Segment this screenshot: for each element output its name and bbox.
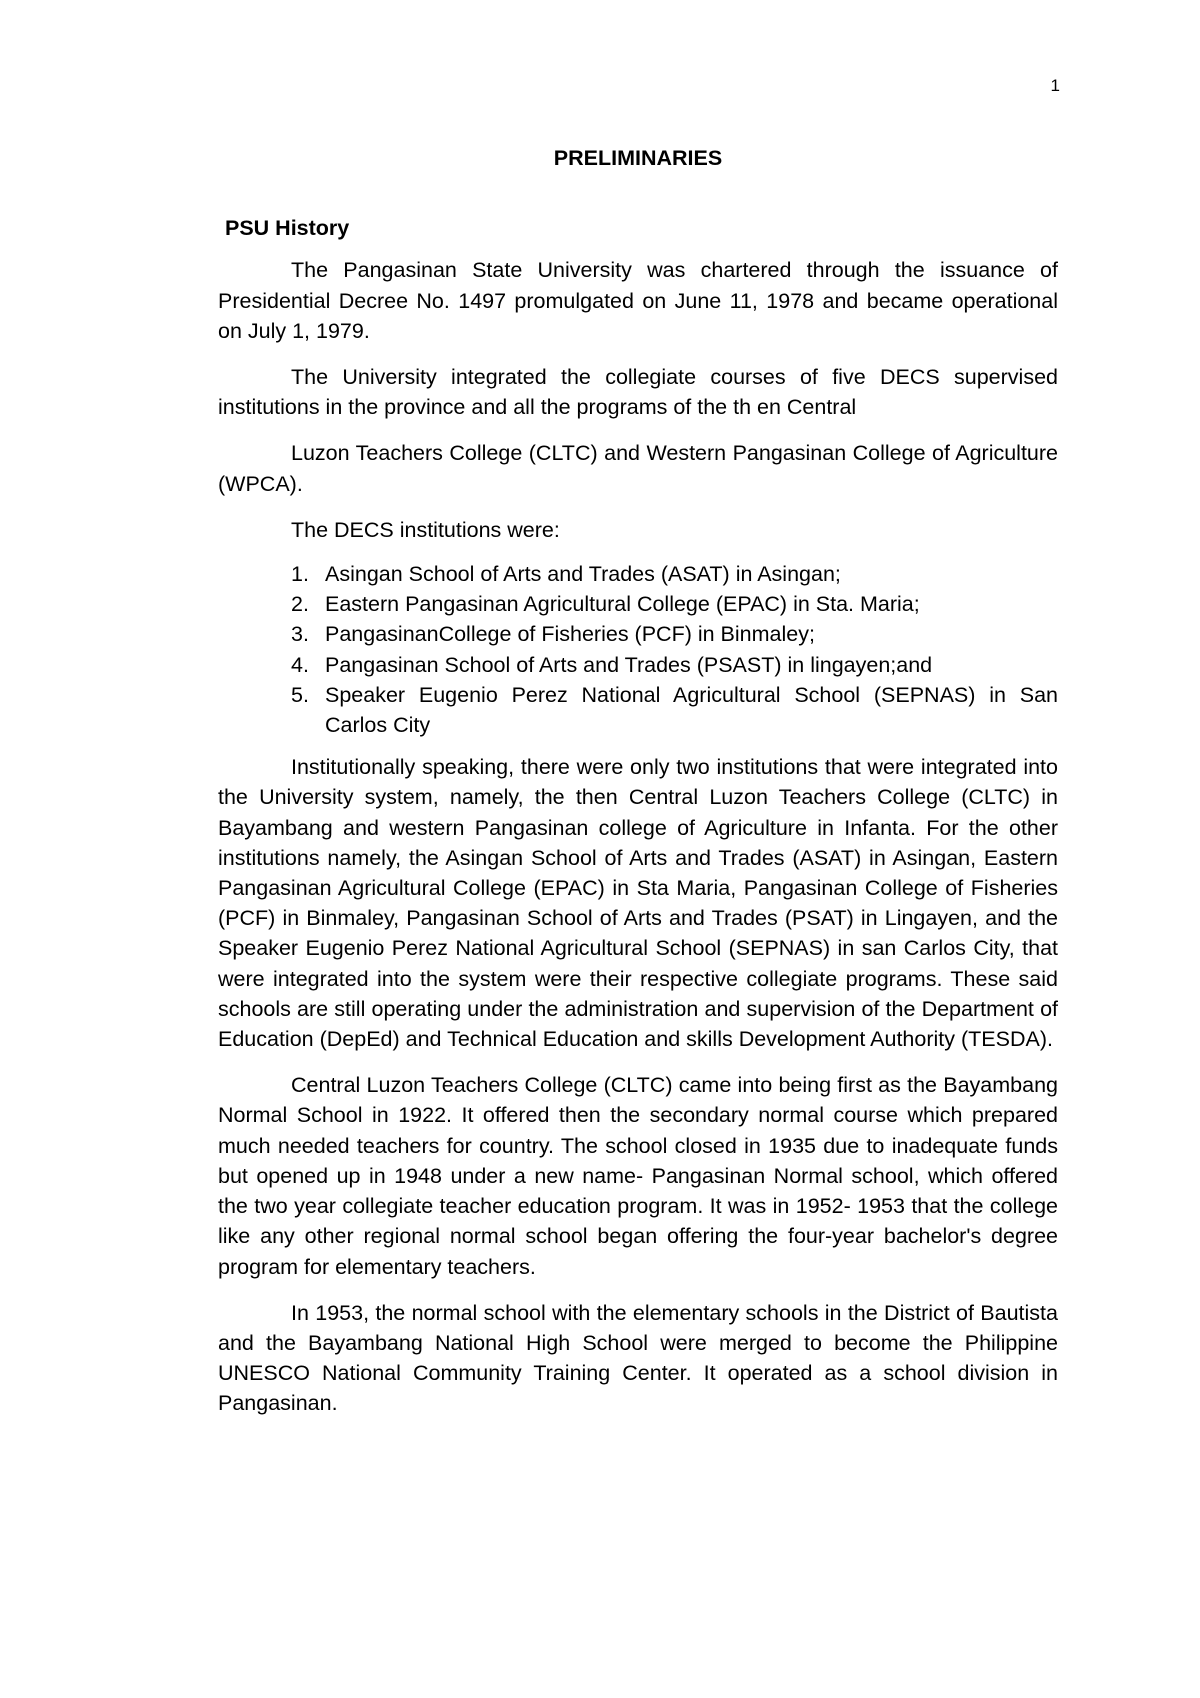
list-item-number: 2. bbox=[291, 592, 309, 617]
list-item bbox=[291, 589, 1058, 619]
list-item-number: 5. bbox=[291, 682, 309, 707]
decs-institutions-list bbox=[291, 559, 1058, 740]
list-item-text: Asingan School of Arts and Trades (ASAT) in Asingan; bbox=[325, 562, 841, 587]
list-item bbox=[291, 680, 1058, 740]
paragraph-charter: The Pangasinan State University was chartered through the issuance of Presidential Decree No. 1497 promulgated on June 11, 1978 and became operational on July 1, 1979. bbox=[218, 258, 1058, 343]
paragraph-unesco: In 1953, the normal school with the elementary schools in the District of Bautista and the Bayambang National High School were merged to become the Philippine UNESCO National Community Training Center. It operated as a school division in Pangasinan. bbox=[218, 1300, 1058, 1416]
list-item-text: Speaker Eugenio Perez National Agricultural School (SEPNAS) in San Carlos City bbox=[325, 682, 1058, 738]
list-item-number: 3. bbox=[291, 622, 309, 647]
section-heading: PSU History bbox=[225, 216, 350, 241]
paragraph-cltc-history: Central Luzon Teachers College (CLTC) came into being first as the Bayambang Normal School in 1922. It offered then the secondary normal course which prepared much needed teachers for country. The school closed in 1935 due to inadequate funds but opened up in 1948 under a new name- Pangasinan Normal school, which offered the two year collegiate teacher education program. It was in 1952- 1953 that the college like any other regional normal school began offering the four-year bachelor's degree program for elementary teachers. bbox=[218, 1073, 1058, 1279]
paragraph-cltc-wpca: Luzon Teachers College (CLTC) and Western Pangasinan College of Agriculture (WPCA). bbox=[218, 441, 1058, 496]
list-item-text: Pangasinan School of Arts and Trades (PSAST) in lingayen;and bbox=[325, 652, 933, 677]
list-item-number: 1. bbox=[291, 562, 309, 587]
paragraph-institutions: Institutionally speaking, there were only two institutions that were integrated into the University system, namely, the then Central Luzon Teachers College (CLTC) in Bayambang and western Pangasinan college of Agriculture in Infanta. For the other institutions namely, the Asingan School of Arts and Trades (ASAT) in Asingan, Eastern Pangasinan Agricultural College (EPAC) in Sta Maria, Pangasinan College of Fisheries (PCF) in Binmaley, Pangasinan School of Arts and Trades (PSAT) in Lingayen, and the Speaker Eugenio Perez National Agricultural School (SEPNAS) in san Carlos City, that were integrated into the system were their respective collegiate programs. These said schools are still operating under the administration and supervision of the Department of Education (DepEd) and Technical Education and skills Development Authority (TESDA). bbox=[218, 755, 1058, 1052]
page-number: 1 bbox=[1050, 76, 1060, 95]
document-body bbox=[218, 143, 1058, 1435]
list-item-text: Eastern Pangasinan Agricultural College (EPAC) in Sta. Maria; bbox=[325, 592, 920, 617]
list-item-text: PangasinanCollege of Fisheries (PCF) in Binmaley; bbox=[325, 622, 815, 647]
list-item bbox=[291, 559, 1058, 589]
page-title: PRELIMINARIES bbox=[553, 146, 723, 170]
list-item bbox=[291, 619, 1058, 649]
paragraph-integration: The University integrated the collegiate courses of five DECS supervised institutions in the province and all the programs of the th en Central bbox=[218, 365, 1058, 420]
list-item bbox=[291, 650, 1058, 680]
list-item-number: 4. bbox=[291, 652, 309, 677]
list-intro: The DECS institutions were: bbox=[291, 517, 560, 542]
